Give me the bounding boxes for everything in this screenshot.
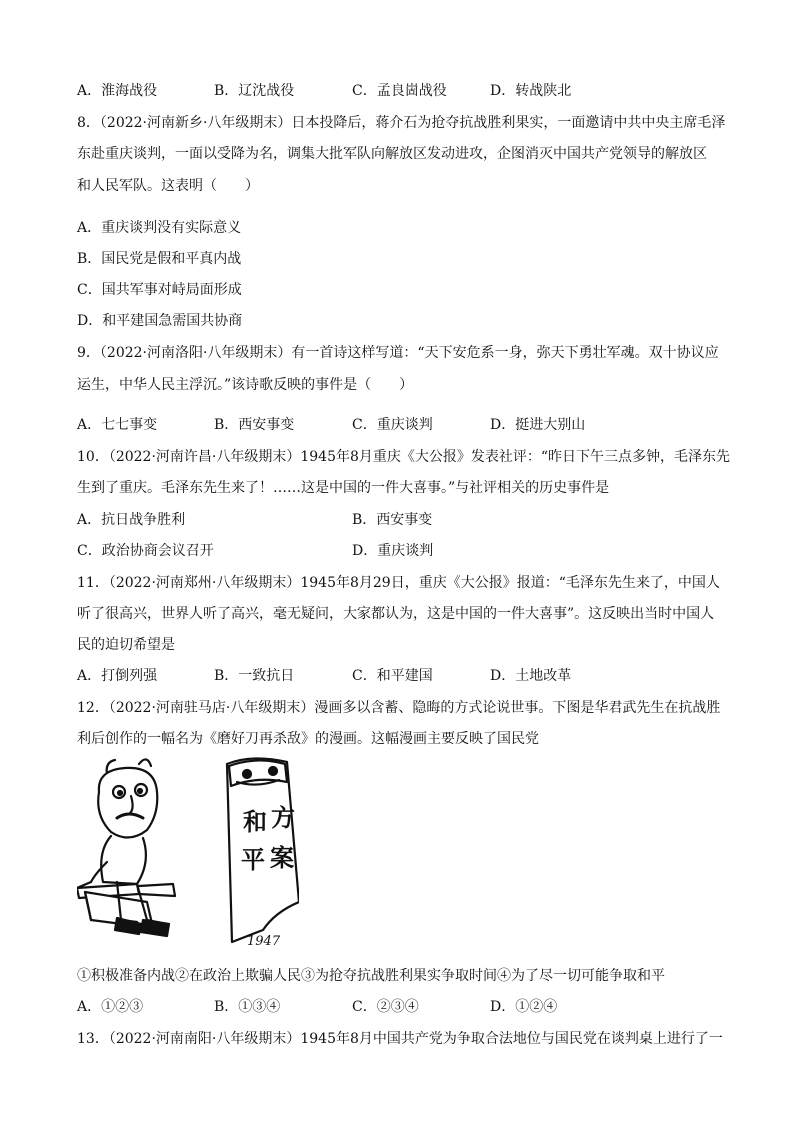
q8-stem-line-3: 和人民军队。这表明（ ） (77, 178, 259, 194)
q11-stem-line-3: 民的迫切希望是 (77, 637, 175, 653)
q10-option-d: D．重庆谈判 (352, 543, 434, 559)
q8-stem-line-1: 8．（2022·河南新乡·八年级期末）日本投降后，蒋介石为抢夺抗战胜利果实，一面邀请中共中央主席毛泽 (77, 115, 726, 131)
q10-option-b: B．西安事变 (352, 512, 433, 528)
cartoon-illustration (77, 752, 299, 952)
q12-option-d: D．①②④ (490, 999, 558, 1015)
q11-option-b: B．一致抗日 (214, 668, 295, 684)
q11-option-d: D．土地改革 (490, 668, 572, 684)
q11-option-a: A．打倒列强 (77, 668, 158, 684)
q7-option-b: B．辽沈战役 (214, 83, 295, 99)
cartoon-sign-char-1: 和 (243, 807, 267, 836)
q12-statements: ①积极准备内战②在政治上欺骗人民③为抢夺抗战胜利果实争取时间④为了尽一切可能争取和平 (77, 968, 665, 984)
q9-option-d: D．挺进大别山 (490, 417, 586, 433)
q8-option-a: A．重庆谈判没有实际意义 (77, 220, 242, 236)
q8-option-d: D．和平建国急需国共协商 (77, 313, 243, 329)
q12-option-b: B．①③④ (214, 999, 281, 1015)
q10-option-a: A．抗日战争胜利 (77, 512, 186, 528)
q7-option-c: C．孟良崮战役 (352, 83, 447, 99)
q7-option-d: D．转战陕北 (490, 83, 572, 99)
q8-stem-line-2: 东赴重庆谈判，一面以受降为名，调集大批军队向解放区发动进攻，企图消灭中国共产党领导的解放区 (77, 146, 707, 162)
cartoon-sign-char-3: 平 (241, 845, 265, 874)
q10-stem-line-2: 生到了重庆。毛泽东先生来了！……这是中国的一件大喜事。”与社评相关的历史事件是 (77, 480, 610, 496)
q12-stem-line-2: 利后创作的一幅名为《磨好刀再杀敌》的漫画。这幅漫画主要反映了国民党 (77, 731, 539, 747)
cartoon-sign-char-2: 方 (271, 803, 295, 832)
q12-option-a: A．①②③ (77, 999, 144, 1015)
q9-option-b: B．西安事变 (214, 417, 295, 433)
q8-option-c: C．国共军事对峙局面形成 (77, 282, 242, 298)
q11-stem-line-2: 听了很高兴，世界人听了高兴，毫无疑问，大家都认为，这是中国的一件大喜事”。这反映出当时中国人 (77, 606, 715, 622)
q9-stem-line-2: 运生，中华人民主浮沉。”该诗歌反映的事件是（ ） (77, 377, 414, 393)
q11-option-c: C．和平建国 (352, 668, 433, 684)
q10-option-c: C．政治协商会议召开 (77, 543, 214, 559)
cartoon-sign-char-4: 案 (270, 843, 294, 872)
q7-option-a: A．淮海战役 (77, 83, 158, 99)
q13-stem-line-1: 13．（2022·河南南阳·八年级期末）1945年8月中国共产党为争取合法地位与国民党在谈判桌上进行了一 (77, 1031, 723, 1047)
q9-stem-line-1: 9．（2022·河南洛阳·八年级期末）有一首诗这样写道：“天下安危系一身，弥天下勇壮军魂。双十协议应 (77, 345, 719, 361)
q9-option-a: A．七七事变 (77, 417, 158, 433)
cartoon-year: 1947 (247, 934, 281, 949)
q10-stem-line-1: 10．（2022·河南许昌·八年级期末）1945年8月重庆《大公报》发表社评：“昨日下午三点多钟，毛泽东先 (77, 449, 731, 465)
q9-option-c: C．重庆谈判 (352, 417, 433, 433)
q8-option-b: B．国民党是假和平真内战 (77, 251, 242, 267)
q11-stem-line-1: 11．（2022·河南郑州·八年级期末）1945年8月29日，重庆《大公报》报道：“毛泽东先生来了，中国人 (77, 575, 720, 591)
q12-option-c: C．②③④ (352, 999, 419, 1015)
q12-stem-line-1: 12．（2022·河南驻马店·八年级期末）漫画多以含蓄、隐晦的方式论说世事。下图是华君武先生在抗战胜 (77, 700, 721, 716)
